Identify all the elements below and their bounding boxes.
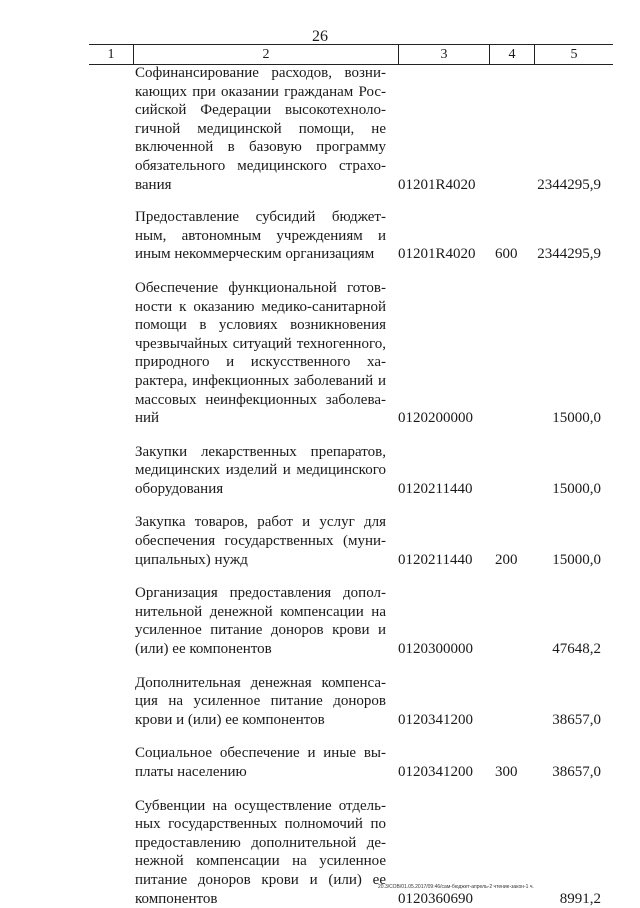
row-code: 0120341200 xyxy=(398,711,473,728)
row-amount: 15000,0 xyxy=(552,480,601,497)
table-row xyxy=(135,513,613,569)
table-row xyxy=(135,443,613,499)
row-amount: 47648,2 xyxy=(552,641,601,658)
header-col-5: 5 xyxy=(570,47,578,62)
row-expense-type: 600 xyxy=(495,246,518,263)
header-col-3: 3 xyxy=(399,45,490,64)
row-code: 0120200000 xyxy=(398,410,473,427)
table-row xyxy=(135,744,613,781)
row-description: Закупка товаров, работ и услуг для обеспечения государственных (муниципальных) нужд xyxy=(135,514,386,568)
row-code: 0120360690 xyxy=(398,890,473,907)
row-code: 0120211440 xyxy=(398,551,473,568)
row-amount: 38657,0 xyxy=(552,764,601,780)
footer-file-reference: 20.3/СОВ/01.05.2017/09:46/сам-бюджет-апрель-2 чтение-закон-1 ч. xyxy=(378,884,534,890)
row-expense-type: 300 xyxy=(495,764,518,780)
table-row xyxy=(135,674,613,730)
row-code: 0120211440 xyxy=(398,480,473,497)
header-col-2: 2 xyxy=(134,45,399,64)
header-col-4: 4 xyxy=(490,45,535,64)
row-amount: 8991,2 xyxy=(559,890,601,907)
row-code: 01201R4020 xyxy=(398,176,476,193)
row-amount: 38657,0 xyxy=(552,711,601,728)
table-row xyxy=(135,797,613,908)
table-row xyxy=(135,279,613,428)
row-amount: 2344295,9 xyxy=(537,176,601,193)
table-row xyxy=(135,64,613,194)
row-expense-type: 200 xyxy=(495,551,518,568)
row-code: 0120300000 xyxy=(398,641,473,658)
row-description: Субвенции на осуществление отдельных государственных полномочий по предоставлению дополнительной денежной компенсации на усиленное питание доноров крови и (или) ее компонентов xyxy=(135,797,386,907)
row-code: 01201R4020 xyxy=(398,246,476,263)
row-amount: 2344295,9 xyxy=(537,246,601,263)
row-description: Закупки лекарственных препаратов, медицинских изделий и медицинского оборудования xyxy=(135,443,386,497)
table-body xyxy=(135,64,613,908)
table-row xyxy=(135,208,613,264)
table-row xyxy=(135,584,613,658)
row-description: Организация предоставления дополнительной денежной компенсации на усиленное питание доноров крови и (или) ее компонентов xyxy=(135,585,386,658)
header-col-1: 1 xyxy=(89,45,134,64)
row-description: Дополнительная денежная компенсация на усиленное питание доноров крови и (или) ее компонентов xyxy=(135,674,386,728)
row-description: Обеспечение функциональной готовности к оказанию медико-санитарной помощи в условиях возникновения чрезвычайных ситуаций техногенного, природного и искусственного характера, инфекционных заболеваний и массовых неинфекционных заболеваний xyxy=(135,279,386,427)
row-description: Софинансирование расходов, возникающих при оказании гражданам Российской Федерации высокотехнологичной медицинской помощи, не включенной в базовую программу обязательного медицинского страхования xyxy=(135,65,386,193)
page-number: 26 xyxy=(312,28,328,45)
table-header xyxy=(89,44,613,65)
row-code: 0120341200 xyxy=(398,764,473,780)
row-amount: 15000,0 xyxy=(552,551,601,568)
row-description: Предоставление субсидий бюджетным, автономным учреждениям и иным некоммерческим организациям xyxy=(135,209,386,263)
row-amount: 15000,0 xyxy=(552,410,601,427)
row-description: Социальное обеспечение и иные выплаты населению xyxy=(135,745,386,780)
